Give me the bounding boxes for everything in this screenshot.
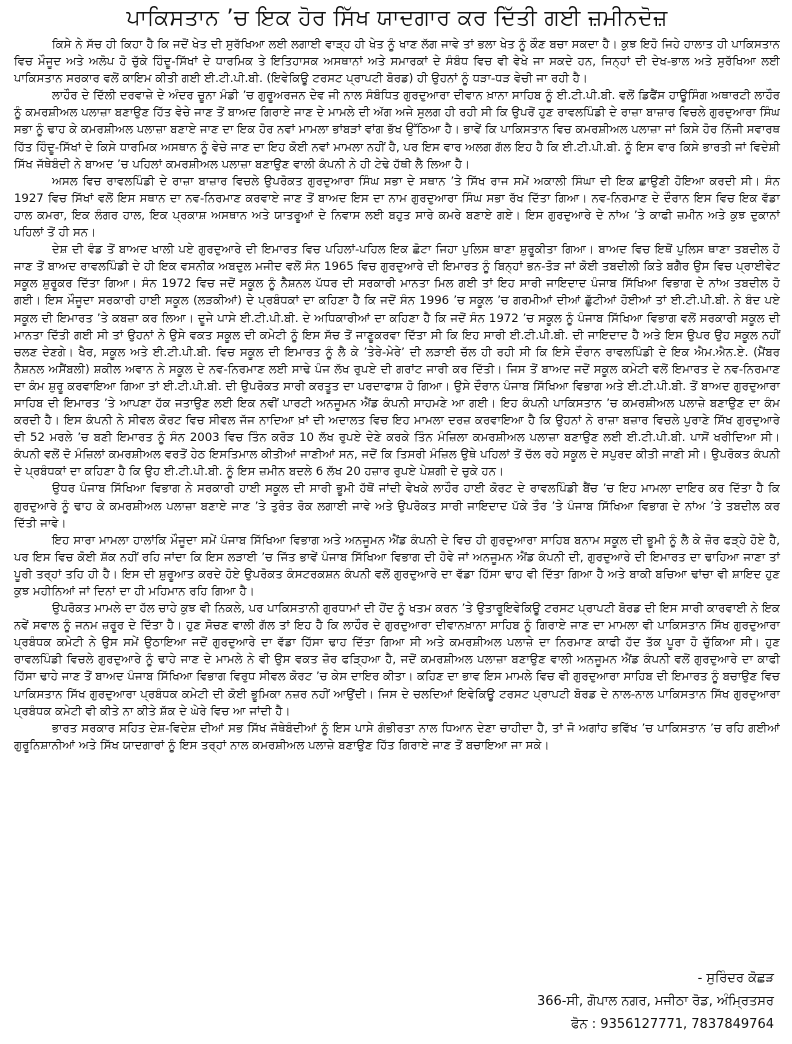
- article-paragraph: ਉਧਰ ਪੰਜਾਬ ਸਿੱਖਿਆ ਵਿਭਾਗ ਨੇ ਸਰਕਾਰੀ ਹਾਈ ਸਕੂਲ ਦੀ ਸਾਰੀ ਭੂਮੀ ਹੱਥੋਂ ਜਾਂਦੀ ਵੇਖਕੇ ਲਾਹੌਰ ਹਾਈ ਕੋਰਟ ਦੇ ਰਾਵਲਪਿੰਡੀ ਬੈਂਚ ’ਚ ਇਹ ਮਾਮਲਾ ਦਾਇਰ ਕਰ ਦਿੱਤਾ ਹੈ ਕਿ ਗੁਰਦੁਆਰੇ ਨੂੰ ਢਾਹ ਕੇ ਕਮਰਸ਼ੀਅਲ ਪਲਾਜ਼ਾ ਬਣਾਏ ਜਾਣ ’ਤੇ ਤੁਰੰਤ ਰੋਕ ਲਗਾਈ ਜਾਵੇ ਅਤੇ ਉਪਰੋਕਤ ਸਾਰੀ ਜਾਇਦਾਦ ਪੱਕੇ ਤੌਰ ’ਤੇ ਪੰਜਾਬ ਸਿੱਖਿਆ ਵਿਭਾਗ ਦੇ ਨਾਂਅ ’ਤੇ ਤਬਦੀਲ ਕਰ ਦਿੱਤੀ ਜਾਵੇ।: [14, 481, 780, 530]
- author-name: - ਸੁਰਿੰਦਰ ਕੋਛੜ: [697, 971, 774, 986]
- article-paragraph: ਭਾਰਤ ਸਰਕਾਰ ਸਹਿਤ ਦੇਸ਼-ਵਿਦੇਸ਼ ਦੀਆਂ ਸਭ ਸਿੱਖ ਜੱਥੇਬੰਦੀਆਂ ਨੂੰ ਇਸ ਪਾਸੇ ਗੰਭੀਰਤਾ ਨਾਲ ਧਿਆਨ ਦੇਣਾ ਚਾਹੀਦਾ ਹੈ, ਤਾਂ ਜੋ ਅਗਾਂਹ ਭਵਿੱਖ ’ਚ ਪਾਕਿਸਤਾਨ ’ਚ ਰਹਿ ਗਈਆਂ ਗੁਰੂਨਿਸ਼ਾਨੀਆਂ ਅਤੇ ਸਿੱਖ ਯਾਦਗਾਰਾਂ ਨੂੰ ਇਸ ਤਰ੍ਹਾਂ ਨਾਲ ਕਮਰਸ਼ੀਅਲ ਪਲਾਜ਼ੇ ਬਣਾਉਣ ਹਿੱਤ ਗਿਰਾਏ ਜਾਣ ਤੋਂ ਬਚਾਇਆ ਜਾ ਸਕੇ।: [14, 720, 780, 752]
- article-paragraph: ਅਸਲ ਵਿਚ ਰਾਵਲਪਿੰਡੀ ਦੇ ਰਾਜ਼ਾ ਬਾਜ਼ਾਰ ਵਿਚਲੇ ਉਪਰੋਕਤ ਗੁਰਦੁਆਰਾ ਸਿੰਘ ਸਭਾ ਦੇ ਸਥਾਨ ’ਤੇ ਸਿੱਖ ਰਾਜ ਸਮੇਂ ਅਕਾਲੀ ਸਿੰਘਾ ਦੀ ਇਕ ਛਾਉਣੀ ਹੋਇਆ ਕਰਦੀ ਸੀ। ਸੰਨ 1927 ਵਿਚ ਸਿੱਖਾਂ ਵਲੋਂ ਇਸ ਸਥਾਨ ਦਾ ਨਵ-ਨਿਰਮਾਣ ਕਰਵਾਏ ਜਾਣ ਤੋਂ ਬਾਅਦ ਇਸ ਦਾ ਨਾਮ ਗੁਰਦੁਆਰਾ ਸਿੰਘ ਸਭਾ ਰੱਖ ਦਿੱਤਾ ਗਿਆ। ਨਵ-ਨਿਰਮਾਣ ਦੇ ਦੌਰਾਨ ਇਸ ਵਿਚ ਇਕ ਵੱਡਾ ਹਾਲ ਕਮਰਾ, ਇਕ ਲੰਗਰ ਹਾਲ, ਇਕ ਪ੍ਰਕਾਸ਼ ਅਸਥਾਨ ਅਤੇ ਯਾਤਰੂਆਂ ਦੇ ਨਿਵਾਸ ਲਈ ਬਹੁਤ ਸਾਰੇ ਕਮਰੇ ਬਣਾਏ ਗਏ। ਇਸ ਗੁਰਦੁਆਰੇ ਦੇ ਨਾਂਅ ’ਤੇ ਕਾਫੀ ਜ਼ਮੀਨ ਅਤੇ ਕੁਝ ਦੁਕਾਨਾਂ ਪਹਿਲਾਂ ਤੋਂ ਹੀ ਸਨ।: [14, 173, 780, 240]
- article-paragraph: ਦੇਸ਼ ਦੀ ਵੰਡ ਤੋਂ ਬਾਅਦ ਖਾਲੀ ਪਏ ਗੁਰਦੁਆਰੇ ਦੀ ਇਮਾਰਤ ਵਿਚ ਪਹਿਲਾਂ-ਪਹਿਲ ਇਕ ਛੋਟਾ ਜਿਹਾ ਪੁਲਿਸ ਥਾਣਾ ਸ਼ੁਰੂਕੀਤਾ ਗਿਆ। ਬਾਅਦ ਵਿਚ ਇਥੋਂ ਪੁਲਿਸ ਥਾਣਾ ਤਬਦੀਲ ਹੋ ਜਾਣ ਤੋਂ ਬਾਅਦ ਰਾਵਲਪਿੰਡੀ ਦੇ ਹੀ ਇਕ ਵਸਨੀਕ ਅਬਦੁਲ ਮਜੀਦ ਵਲੋਂ ਸੰਨ 1965 ਵਿਚ ਗੁਰਦੁਆਰੇ ਦੀ ਇਮਾਰਤ ਨੂੰ ਬਿਨ੍ਹਾਂ ਭਨ-ਤੋੜ ਜਾਂ ਕੋਈ ਤਬਦੀਲੀ ਕਿਤੇ ਬਗੈਰ ਉਸ ਵਿਚ ਪ੍ਰਾਈਵੇਟ ਸਕੂਲ ਸ਼ੁਰੂਕਰ ਦਿੱਤਾ ਗਿਆ। ਸੰਨ 1972 ਵਿਚ ਜਦੋਂ ਸਕੂਲ ਨੂੰ ਨੈਸ਼ਨਲ ਪੱਧਰ ਦੀ ਸਰਕਾਰੀ ਮਾਨਤਾ ਮਿਲ ਗਈ ਤਾਂ ਇਹ ਸਾਰੀ ਜਾਇਦਾਦ ਪੰਜਾਬ ਸਿੱਖਿਆ ਵਿਭਾਗ ਦੇ ਨਾਂਅ ਤਬਦੀਲ ਹੋ ਗਈ। ਇਸ ਮੌਜੂਦਾ ਸਰਕਾਰੀ ਹਾਈ ਸਕੂਲ (ਲੜਕੀਆਂ) ਦੇ ਪ੍ਰਬੰਧਕਾਂ ਦਾ ਕਹਿਣਾ ਹੈ ਕਿ ਜਦੋਂ ਸੰਨ 1996 ’ਚ ਸਕੂਲ ’ਚ ਗਰਮੀਆਂ ਦੀਆਂ ਛੁੱਟੀਆਂ ਹੋਈਆਂ ਤਾਂ ਈ.ਟੀ.ਪੀ.ਬੀ. ਨੇ ਬੰਦ ਪਏ ਸਕੂਲ ਦੀ ਇਮਾਰਤ ’ਤੇ ਕਬਜ਼ਾ ਕਰ ਲਿਆ। ਦੂਜੇ ਪਾਸੇ ਈ.ਟੀ.ਪੀ.ਬੀ. ਦੇ ਅਧਿਕਾਰੀਆਂ ਦਾ ਕਹਿਣਾ ਹੈ ਕਿ ਜਦੋਂ ਸੰਨ 1972 ’ਚ ਸਕੂਲ ਨੂੰ ਪੰਜਾਬ ਸਿੱਖਿਆ ਵਿਭਾਗ ਵਲੋਂ ਸਰਕਾਰੀ ਸਕੂਲ ਦੀ ਮਾਨਤਾ ਦਿੱਤੀ ਗਈ ਸੀ ਤਾਂ ਉਹਨਾਂ ਨੇ ਉਸੇ ਵਕਤ ਸਕੂਲ ਦੀ ਕਮੇਟੀ ਨੂੰ ਇਸ ਸੱਚ ਤੋਂ ਜਾਣੂਕਰਵਾ ਦਿੱਤਾ ਸੀ ਕਿ ਇਹ ਸਾਰੀ ਈ.ਟੀ.ਪੀ.ਬੀ. ਦੀ ਜਾਇਦਾਦ ਹੈ ਅਤੇ ਇਸ ਉਪਰ ਉਹ ਸਕੂਲ ਨਹੀਂ ਚਲਣ ਦੇਣਗੇ। ਖੈਰ, ਸਕੂਲ ਅਤੇ ਈ.ਟੀ.ਪੀ.ਬੀ. ਵਿਚ ਸਕੂਲ ਦੀ ਇਮਾਰਤ ਨੂੰ ਲੈ ਕੇ ’ਤੇਰੇ-ਮੇਰੇ’ ਦੀ ਲੜਾਈ ਚੱਲ ਹੀ ਰਹੀ ਸੀ ਕਿ ਇਸੇ ਦੌਰਾਨ ਰਾਵਲਪਿੰਡੀ ਦੇ ਇਕ ਐਮ.ਐਨ.ਏ. (ਮੈਂਬਰ ਨੈਸ਼ਨਲ ਅਸੈਂਬਲੀ) ਸ਼ਕੀਲ ਅਵਾਨ ਨੇ ਸਕੂਲ ਦੇ ਨਵ-ਨਿਰਮਾਣ ਲਈ ਸਾਢੇ ਪੰਜ ਲੱਖ ਰੁਪਏ ਦੀ ਗਰਾਂਟ ਜਾਰੀ ਕਰ ਦਿੱਤੀ। ਜਿਸ ਤੋਂ ਬਾਅਦ ਜਦੋਂ ਸਕੂਲ ਕਮੇਟੀ ਵਲੋਂ ਇਮਾਰਤ ਦੇ ਨਵ-ਨਿਰਮਾਣ ਦਾ ਕੰਮ ਸ਼ੁਰੂ ਕਰਵਾਇਆ ਗਿਆ ਤਾਂ ਈ.ਟੀ.ਪੀ.ਬੀ. ਦੀ ਉਪਰੋਕਤ ਸਾਰੀ ਕਰਤੂਤ ਦਾ ਪਰਦਾਫਾਸ਼ ਹੋ ਗਿਆ। ਉਸੇ ਦੌਰਾਨ ਪੰਜਾਬ ਸਿੱਖਿਆ ਵਿਭਾਗ ਅਤੇ ਈ.ਟੀ.ਪੀ.ਬੀ. ਤੋਂ ਬਾਅਦ ਗੁਰਦੁਆਰਾ ਸਾਹਿਬ ਦੀ ਇਮਾਰਤ ’ਤੇ ਆਪਣਾ ਹੱਕ ਜਤਾਉਣ ਲਈ ਇਕ ਨਵੀਂ ਪਾਰਟੀ ਅਨਜੂਮਨ ਐਂਡ ਕੰਪਨੀ ਸਾਹਮਣੇ ਆ ਗਈ। ਇਹ ਕੰਪਨੀ ਪਾਕਿਸਤਾਨ ’ਚ ਕਮਰਸ਼ੀਅਲ ਪਲਾਜ਼ੇ ਬਣਾਉਣ ਦਾ ਕੰਮ ਕਰਦੀ ਹੈ। ਇਸ ਕੰਪਨੀ ਨੇ ਸੀਵਲ ਕੋਰਟ ਵਿਚ ਸੀਵਲ ਜੱਜ ਨਾਦਿਆ ਖ਼ਾਂ ਦੀ ਅਦਾਲਤ ਵਿਚ ਇਹ ਮਾਮਲਾ ਦਰਜ਼ ਕਰਵਾਇਆ ਹੈ ਕਿ ਉਹਨਾਂ ਨੇ ਰਾਜ਼ਾ ਬਜ਼ਾਰ ਵਿਚਲੇ ਪੁਰਾਣੇ ਸਿੱਖ ਗੁਰਦੁਆਰੇ ਦੀ 52 ਮਰਲੇ ’ਚ ਬਣੀ ਇਮਾਰਤ ਨੂੰ ਸੰਨ 2003 ਵਿਚ ਤਿੰਨ ਕਰੋੜ 10 ਲੱਖ ਰੁਪਏ ਦੇਣੇ ਕਰਕੇ ਤਿੰਨ ਮੰਜ਼ਿਲਾ ਕਮਰਸ਼ੀਅਲ ਪਲਾਜ਼ਾ ਬਣਾਉਣ ਲਈ ਈ.ਟੀ.ਪੀ.ਬੀ. ਪਾਸੋਂ ਖਰੀਦਿਆ ਸੀ। ਕੰਪਨੀ ਵਲੋਂ ਦੋ ਮੰਜ਼ਿਲਾਂ ਕਮਰਸ਼ੀਅਲ ਵਰਤੋਂ ਹੇਠ ਇਸਤਿਮਾਲ ਕੀਤੀਆਂ ਜਾਣੀਆਂ ਸਨ, ਜਦੋਂ ਕਿ ਤਿਸਰੀ ਮੰਜ਼ਿਲ ਉਥੇ ਪਹਿਲਾਂ ਤੋਂ ਚੱਲ ਰਹੇ ਸਕੂਲ ਦੇ ਸਪੁਰਦ ਕੀਤੀ ਜਾਣੀ ਸੀ। ਉਪਰੋਕਤ ਕੰਪਨੀ ਦੇ ਪ੍ਰਬੰਧਕਾਂ ਦਾ ਕਹਿਣਾ ਹੈ ਕਿ ਉਹ ਈ.ਟੀ.ਪੀ.ਬੀ. ਨੂੰ ਇਸ ਜ਼ਮੀਨ ਬਦਲੇ 6 ਲੱਖ 20 ਹਜ਼ਾਰ ਰੁਪਏ ਪੇਸ਼ਗੀ ਦੇ ਚੁਕੇ ਹਨ।: [14, 242, 780, 479]
- article-body: [14, 36, 780, 754]
- article-paragraph: ਕਿਸੇ ਨੇ ਸੱਚ ਹੀ ਕਿਹਾ ਹੈ ਕਿ ਜਦੋਂ ਖੇਤ ਦੀ ਸੁਰੱਖਿਆ ਲਈ ਲਗਾਈ ਵਾੜ੍ਹ ਹੀ ਖੇਤ ਨੂੰ ਖਾਣ ਲੱਗ ਜਾਵੇ ਤਾਂ ਭਲਾ ਖੇਤ ਨੂੰ ਕੌਣ ਬਚਾ ਸਕਦਾ ਹੈ। ਕੁਝ ਇਹੋ ਜਿਹੇ ਹਾਲਾਤ ਹੀ ਪਾਕਿਸਤਾਨ ਵਿਚ ਮੌਜੂਦ ਅਤੇ ਅਲੋਪ ਹੋ ਚੁੱਕੇ ਹਿੰਦੂ-ਸਿੱਖਾਂ ਦੇ ਧਾਰਮਿਕ ਤੇ ਇਤਿਹਾਸਕ ਅਸਥਾਨਾਂ ਅਤੇ ਸਮਾਰਕਾਂ ਦੇ ਸੰਬੰਧ ਵਿਚ ਵੀ ਵੇਖੇ ਜਾ ਸਕਦੇ ਹਨ, ਜਿਨ੍ਹਾਂ ਦੀ ਦੇਖ-ਭਾਲ ਅਤੇ ਸੁਰੱਖਿਆ ਲਈ ਪਾਕਿਸਤਾਨ ਸਰਕਾਰ ਵਲੋਂ ਕਾਇਮ ਕੀਤੀ ਗਈ ਈ.ਟੀ.ਪੀ.ਬੀ. (ਇਵੇਕਿਊ ਟਰਸਟ ਪ੍ਰਾਪਟੀ ਬੋਰਡ) ਹੀ ਉਹਨਾਂ ਨੂੰ ਧੜਾ-ਧੜ ਵੇਚੀ ਜਾ ਰਹੀ ਹੈ।: [14, 37, 780, 86]
- article-paragraph: ਇਹ ਸਾਰਾ ਮਾਮਲਾ ਹਾਲਾਂਕਿ ਮੌਜੂਦਾ ਸਮੇਂ ਪੰਜਾਬ ਸਿੱਖਿਆ ਵਿਭਾਗ ਅਤੇ ਅਨਜੂਮਨ ਐਂਡ ਕੰਪਨੀ ਦੇ ਵਿਚ ਹੀ ਗੁਰਦੁਆਰਾ ਸਾਹਿਬ ਬਨਾਮ ਸਕੂਲ ਦੀ ਭੂਮੀ ਨੂੰ ਲੈ ਕੇ ਜ਼ੋਰ ਫੜ੍ਹੇ ਹੋਏ ਹੈ, ਪਰ ਇਸ ਵਿਚ ਕੋਈ ਸ਼ੱਕ ਨਹੀਂ ਰਹਿ ਜਾਂਦਾ ਕਿ ਇਸ ਲੜਾਈ ’ਚ ਜਿੱਤ ਭਾਵੇਂ ਪੰਜਾਬ ਸਿੱਖਿਆ ਵਿਭਾਗ ਦੀ ਹੋਵੇ ਜਾਂ ਅਨਜੂਮਨ ਐਂਡ ਕੰਪਨੀ ਦੀ, ਗੁਰਦੁਆਰੇ ਦੀ ਇਮਾਰਤ ਦਾ ਢਾਹਿਆ ਜਾਣਾ ਤਾਂ ਪੂਰੀ ਤਰ੍ਹਾਂ ਤਹਿ ਹੀ ਹੈ। ਇਸ ਦੀ ਸ਼ੁਰੂਆਤ ਕਰਦੇ ਹੋਏ ਉਪਰੋਕਤ ਕੰਸਟਰਕਸ਼ਨ ਕੰਪਨੀ ਵਲੋਂ ਗੁਰਦੁਆਰੇ ਦਾ ਵੱਡਾ ਹਿੱਸਾ ਢਾਹ ਵੀ ਦਿੱਤਾ ਗਿਆ ਹੈ ਅਤੇ ਬਾਕੀ ਬਚਿਆ ਢਾਂਚਾ ਵੀ ਸ਼ਾਇਦ ਹੁਣ ਕੁਝ ਮਹੀਨਿਆਂ ਜਾਂ ਦਿਨਾਂ ਦਾ ਹੀ ਮਹਿਮਾਨ ਰਹਿ ਗਿਆ ਹੈ।: [14, 532, 780, 598]
- article-paragraph: ਲਾਹੌਰ ਦੇ ਦਿੱਲੀ ਦਰਵਾਜ਼ੇ ਦੇ ਅੰਦਰ ਚੂਨਾ ਮੰਡੀ ’ਚ ਗੁਰੂਅਰਜਨ ਦੇਵ ਜੀ ਨਾਲ ਸੰਬੰਧਿਤ ਗੁਰਦੁਆਰਾ ਦੀਵਾਨ ਖ਼ਾਨਾ ਸਾਹਿਬ ਨੂੰ ਈ.ਟੀ.ਪੀ.ਬੀ. ਵਲੋਂ ਡਿਫੈਂਸ ਹਾਊਸਿੰਗ ਅਥਾਰਟੀ ਲਾਹੌਰ ਨੂੰ ਕਮਰਸ਼ੀਅਲ ਪਲਾਜ਼ਾ ਬਣਾਉਣ ਹਿੱਤ ਵੇਚੇ ਜਾਣ ਤੋਂ ਬਾਅਦ ਗਿਰਾਏ ਜਾਣ ਦੇ ਮਾਮਲੇ ਦੀ ਅੱਗ ਅਜੇ ਸੁਲਗ ਹੀ ਰਹੀ ਸੀ ਕਿ ਉਪਰੋਂ ਹੁਣ ਰਾਵਲਪਿੰਡੀ ਦੇ ਰਾਜ਼ਾ ਬਾਜ਼ਾਰ ਵਿਚਲੇ ਗੁਰਦੁਆਰਾ ਸਿੰਘ ਸਭਾ ਨੂੰ ਢਾਹ ਕੇ ਕਮਰਸ਼ੀਅਲ ਪਲਾਜ਼ਾ ਬਣਾਏ ਜਾਣ ਦਾ ਇਕ ਹੋਰ ਨਵਾਂ ਮਾਮਲਾ ਭਾਂਬੜਾਂ ਵਾਂਗ ਭੱਖ ਉੱਠਿਆ ਹੈ। ਭਾਵੇਂ ਕਿ ਪਾਕਿਸਤਾਨ ਵਿਚ ਕਮਰਸ਼ੀਅਲ ਪਲਾਜ਼ਾ ਜਾਂ ਕਿਸੇ ਹੋਰ ਨਿੱਜੀ ਸਵਾਰਥ ਹਿੱਤ ਹਿੰਦੂ-ਸਿੱਖਾਂ ਦੇ ਕਿਸੇ ਧਾਰਮਿਕ ਅਸਥਾਨ ਨੂੰ ਵੇਚੇ ਜਾਣ ਦਾ ਇਹ ਕੋਈ ਨਵਾਂ ਮਾਮਲਾ ਨਹੀਂ ਹੈ, ਪਰ ਇਸ ਵਾਰ ਅਲਗ ਗੱਲ ਇਹ ਹੈ ਕਿ ਈ.ਟੀ.ਪੀ.ਬੀ. ਨੂੰ ਇਸ ਵਾਰ ਕਿਸੇ ਭਾਰਤੀ ਜਾਂ ਵਿਦੇਸ਼ੀ ਸਿੱਖ ਜੱਥੇਬੰਦੀ ਨੇ ਬਾਅਦ ’ਚ ਪਹਿਲਾਂ ਕਮਰਸ਼ੀਅਲ ਪਲਾਜ਼ਾ ਬਣਾਉਣ ਵਾਲੀ ਕੰਪਨੀ ਨੇ ਹੀ ਟੇਢੇ ਹੱਥੀ ਲੈ ਲਿਆ ਹੈ।: [14, 88, 780, 171]
- author-address: 366-ਸੀ, ਗੋਪਾਲ ਨਗਰ, ਮਜੀਠਾ ਰੋਡ, ਅੰਮ੍ਰਿਤਸਰ: [536, 994, 774, 1009]
- article-title: ਪਾਕਿਸਤਾਨ ’ਚ ਇਕ ਹੋਰ ਸਿੱਖ ਯਾਦਗਾਰ ਕਰ ਦਿੱਤੀ ਗਈ ਜ਼ਮੀਨਦੋਜ਼: [126, 6, 668, 31]
- author-phone: ਫੋਨ : 9356127771, 7837849764: [571, 1017, 774, 1032]
- author-signature: [454, 967, 774, 1036]
- article-paragraph: ਉਪਰੋਕਤ ਮਾਮਲੇ ਦਾ ਹੱਲ ਚਾਹੇ ਕੁਝ ਵੀ ਨਿਕਲੇ, ਪਰ ਪਾਕਿਸਤਾਨੀ ਗੁਰਧਾਮਾਂ ਦੀ ਹੋਂਦ ਨੂੰ ਖਤਮ ਕਰਨ ’ਤੇ ਉਤਾਰੂਇਵੇਕਿਊ ਟਰਸਟ ਪ੍ਰਾਪਟੀ ਬੋਰਡ ਦੀ ਇਸ ਸਾਰੀ ਕਾਰਵਾਈ ਨੇ ਇਕ ਨਵੇਂ ਸਵਾਲ ਨੂੰ ਜਨਮ ਜ਼ਰੂਰ ਦੇ ਦਿੱਤਾ ਹੈ। ਹੁਣ ਸੋਚਣ ਵਾਲੀ ਗੱਲ ਤਾਂ ਇਹ ਹੈ ਕਿ ਲਾਹੌਰ ਦੇ ਗੁਰਦੁਆਰਾ ਦੀਵਾਨਖ਼ਾਨਾ ਸਾਹਿਬ ਨੂੰ ਗਿਰਾਏ ਜਾਣ ਦਾ ਮਾਮਲਾ ਵੀ ਪਾਕਿਸਤਾਨ ਸਿੱਖ ਗੁਰਦੁਆਰਾ ਪ੍ਰਬੰਧਕ ਕਮੇਟੀ ਨੇ ਉਸ ਸਮੇਂ ਉਠਾਇਆ ਜਦੋਂ ਗੁਰਦੁਆਰੇ ਦਾ ਵੱਡਾ ਹਿੱਸਾ ਢਾਹ ਦਿੱਤਾ ਗਿਆ ਸੀ ਅਤੇ ਕਮਰਸ਼ੀਅਲ ਪਲਾਜ਼ੇ ਦਾ ਨਿਰਮਾਣ ਕਾਫੀ ਹੱਦ ਤੱਕ ਪੂਰਾ ਹੋ ਚੁੱਕਿਆ ਸੀ। ਹੁਣ ਰਾਵਲਪਿੰਡੀ ਵਿਚਲੇ ਗੁਰਦੁਆਰੇ ਨੂੰ ਢਾਹੇ ਜਾਣ ਦੇ ਮਾਮਲੇ ਨੇ ਵੀ ਉਸ ਵਕਤ ਜ਼ੋਰ ਫੜ੍ਹਿਆ ਹੈ, ਜਦੋਂ ਕਮਰਸ਼ੀਅਲ ਪਲਾਜ਼ਾ ਬਣਾਉਣ ਵਾਲੀ ਅਨਜੂਮਨ ਐਂਡ ਕੰਪਨੀ ਵਲੋਂ ਗੁਰਦੁਆਰੇ ਦਾ ਕਾਫੀ ਹਿੱਸਾ ਢਾਹੇ ਜਾਣ ਤੋਂ ਬਾਅਦ ਪੰਜਾਬ ਸਿੱਖਿਆ ਵਿਭਾਗ ਵਿਰੁਧ ਸੀਵਲ ਕੋਰਟ ’ਚ ਕੇਸ ਦਾਇਰ ਕੀਤਾ। ਕਹਿਣ ਦਾ ਭਾਵ ਇਸ ਮਾਮਲੇ ਵਿਚ ਵੀ ਗੁਰਦੁਆਰਾ ਸਾਹਿਬ ਦੀ ਇਮਾਰਤ ਨੂੰ ਬਚਾਉਣ ਵਿਚ ਪਾਕਿਸਤਾਨ ਸਿੱਖ ਗੁਰਦੁਆਰਾ ਪ੍ਰਬੰਧਕ ਕਮੇਟੀ ਦੀ ਕੋਈ ਭੂਮਿਕਾ ਨਜ਼ਰ ਨਹੀਂ ਆਉਂਦੀ। ਜਿਸ ਦੇ ਚਲਦਿਆਂ ਇਵੇਕਿਊ ਟਰਸਟ ਪ੍ਰਾਪਟੀ ਬੋਰਡ ਦੇ ਨਾਲ-ਨਾਲ ਪਾਕਿਸਤਾਨ ਸਿੱਖ ਗੁਰਦੁਆਰਾ ਪ੍ਰਬੰਧਕ ਕਮੇਟੀ ਵੀ ਕੀਤੇ ਨਾ ਕੀਤੇ ਸ਼ੱਕ ਦੇ ਘੇਰੇ ਵਿਚ ਆ ਜਾਂਦੀ ਹੈ।: [14, 601, 780, 718]
